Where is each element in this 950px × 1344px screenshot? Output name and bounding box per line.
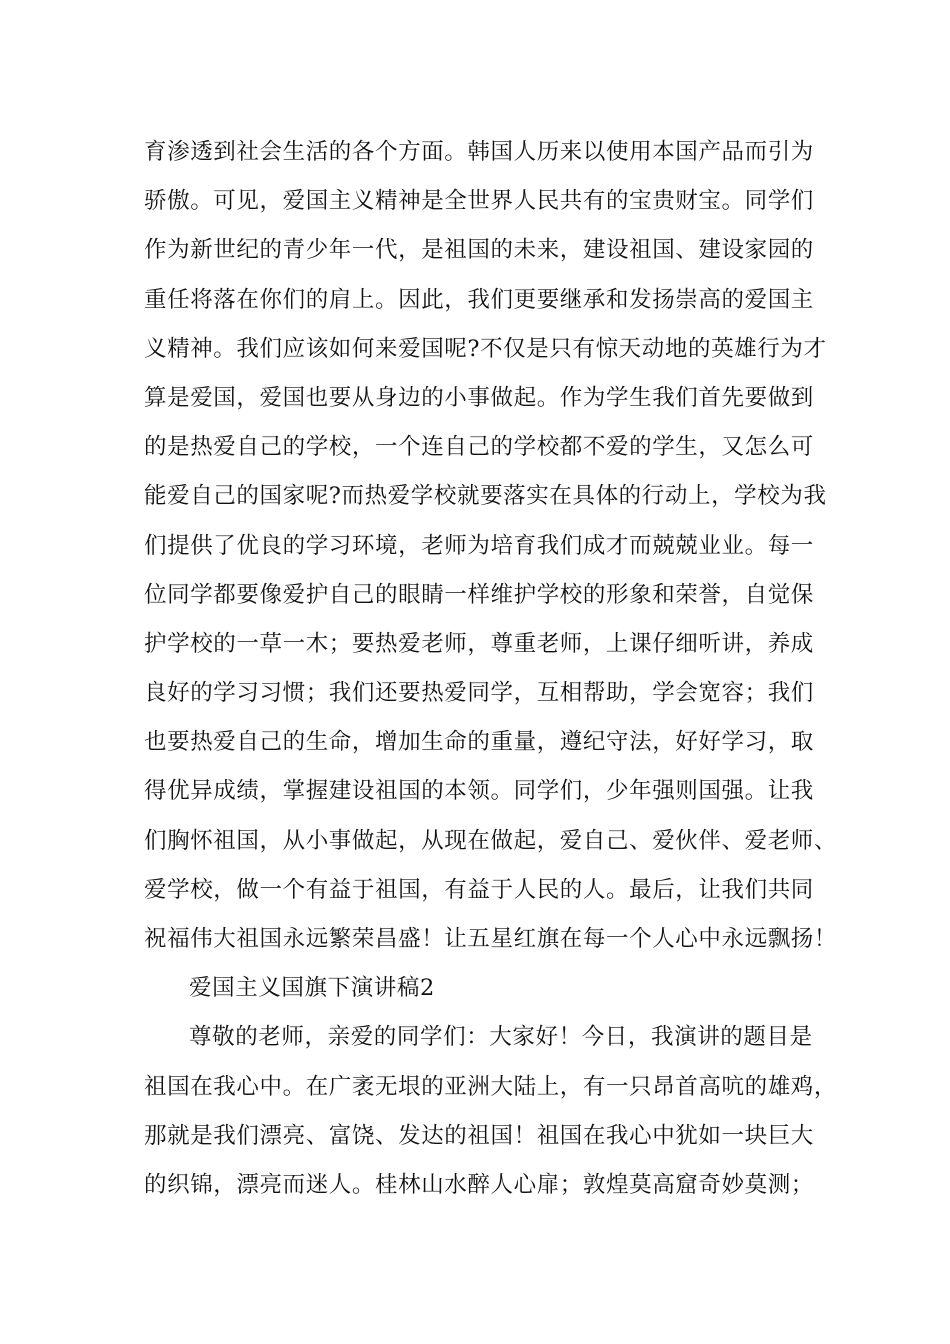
text-line: 育渗透到社会生活的各个方面。韩国人历来以使用本国产品而引为 [144,139,814,165]
text-line: 义精神。我们应该如何来爱国呢?不仅是只有惊天动地的英雄行为才 [144,335,827,362]
text-line: 能爱自己的国家呢?而热爱学校就要落实在具体的行动上，学校为我 [144,483,827,510]
text-line: 也要热爱自己的生命，增加生命的重量，遵纪守法，好好学习，取 [144,729,814,756]
section-heading: 爱国主义国旗下演讲稿2 [189,975,435,1002]
document-body [144,128,838,1210]
text-line: 爱学校，做一个有益于祖国，有益于人民的人。最后，让我们共同 [144,876,814,903]
text-line: 位同学都要像爱护自己的眼睛一样维护学校的形象和荣誉，自觉保 [144,581,814,608]
text-line: 们提供了优良的学习环境，老师为培育我们成才而兢兢业业。每一 [144,532,814,559]
text-line: 护学校的一草一木；要热爱老师，尊重老师，上课仔细听讲，养成 [144,630,814,657]
text-line: 良好的学习习惯；我们还要热爱同学，互相帮助，学会宽容；我们 [144,680,814,707]
text-line: 作为新世纪的青少年一代，是祖国的未来，建设祖国、建设家园的 [144,237,814,264]
text-line: 们胸怀祖国，从小事做起，从现在做起，爱自己、爱伙伴、爱老师、 [144,827,838,854]
text-line: 得优异成绩，掌握建设祖国的本领。同学们，少年强则国强。让我 [144,778,814,805]
text-line: 的是热爱自己的学校，一个连自己的学校都不爱的学生，又怎么可 [144,434,814,461]
text-line: 重任将落在你们的肩上。因此，我们更要继承和发扬崇高的爱国主 [144,286,814,313]
text-line: 尊敬的老师，亲爱的同学们：大家好！今日，我演讲的题目是 [189,1024,813,1051]
text-line: 祝福伟大祖国永远繁荣昌盛！让五星红旗在每一个人心中永远飘扬！ [144,926,838,952]
text-line: 祖国在我心中。在广袤无垠的亚洲大陆上，有一只昂首高吭的雄鸡， [144,1073,838,1100]
text-line: 的织锦，漂亮而迷人。桂林山水醉人心扉；敦煌莫高窟奇妙莫测； [144,1171,814,1198]
text-line: 算是爱国，爱国也要从身边的小事做起。作为学生我们首先要做到 [144,384,814,411]
text-line: 那就是我们漂亮、富饶、发达的祖国！祖国在我心中犹如一块巨大 [144,1122,814,1149]
text-line: 骄傲。可见，爱国主义精神是全世界人民共有的宝贵财宝。同学们 [144,188,814,215]
